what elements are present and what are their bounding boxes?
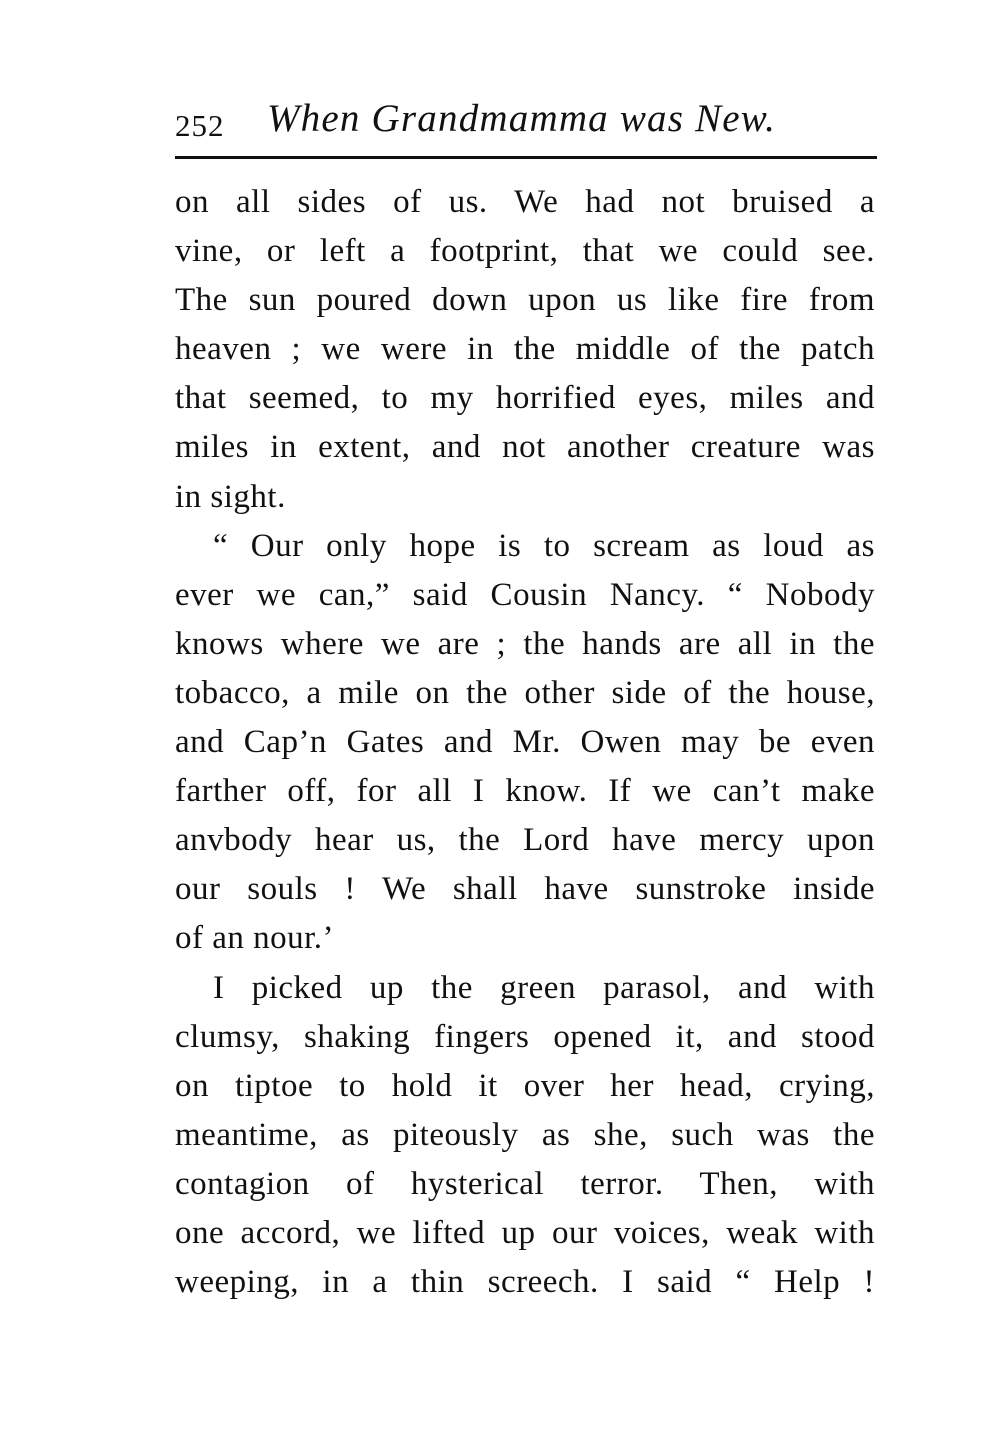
text-line: in sight. [175,478,286,515]
header-rule [175,156,877,159]
text-line: vine, or left a footprint, that we could see. [175,233,875,270]
text-line: and Cap’n Gates and Mr. Owen may be even [175,724,875,761]
text-line: “ Our only hope is to scream as loud as [213,527,875,564]
text-line: of an nour.’ [175,920,335,957]
page-number: 252 [175,108,225,143]
text-line: knows where we are ; the hands are all in the [175,625,875,662]
text-line: ever we can,” said Cousin Nancy. “ Nobody [175,576,875,613]
text-line: that seemed, to my horrified eyes, miles and [175,380,875,417]
running-title: When Grandmamma was New. [267,97,777,140]
text-line: anvbody hear us, the Lord have mercy upon [175,822,875,859]
text-line: weeping, in a thin screech. I said “ Help ! [175,1264,875,1301]
text-line: on all sides of us. We had not bruised a [175,184,875,220]
text-line: our souls ! We shall have sunstroke inside [175,871,875,908]
running-header [175,96,875,143]
text-line: one accord, we lifted up our voices, weak with [175,1214,875,1251]
text-line: contagion of hysterical terror. Then, with [175,1165,875,1202]
text-line: clumsy, shaking fingers opened it, and stood [175,1018,875,1055]
text-line: on tiptoe to hold it over her head, crying, [175,1067,875,1104]
body-text [175,178,875,1307]
text-line: miles in extent, and not another creature was [175,429,875,466]
text-line: heaven ; we were in the middle of the patch [175,331,875,368]
text-line: I picked up the green parasol, and with [213,969,875,1006]
text-line: The sun poured down upon us like fire from [175,282,875,319]
text-line: farther off, for all I know. If we can’t make [175,773,875,810]
text-line: meantime, as piteously as she, such was the [175,1116,875,1153]
text-line: tobacco, a mile on the other side of the house, [175,674,875,711]
